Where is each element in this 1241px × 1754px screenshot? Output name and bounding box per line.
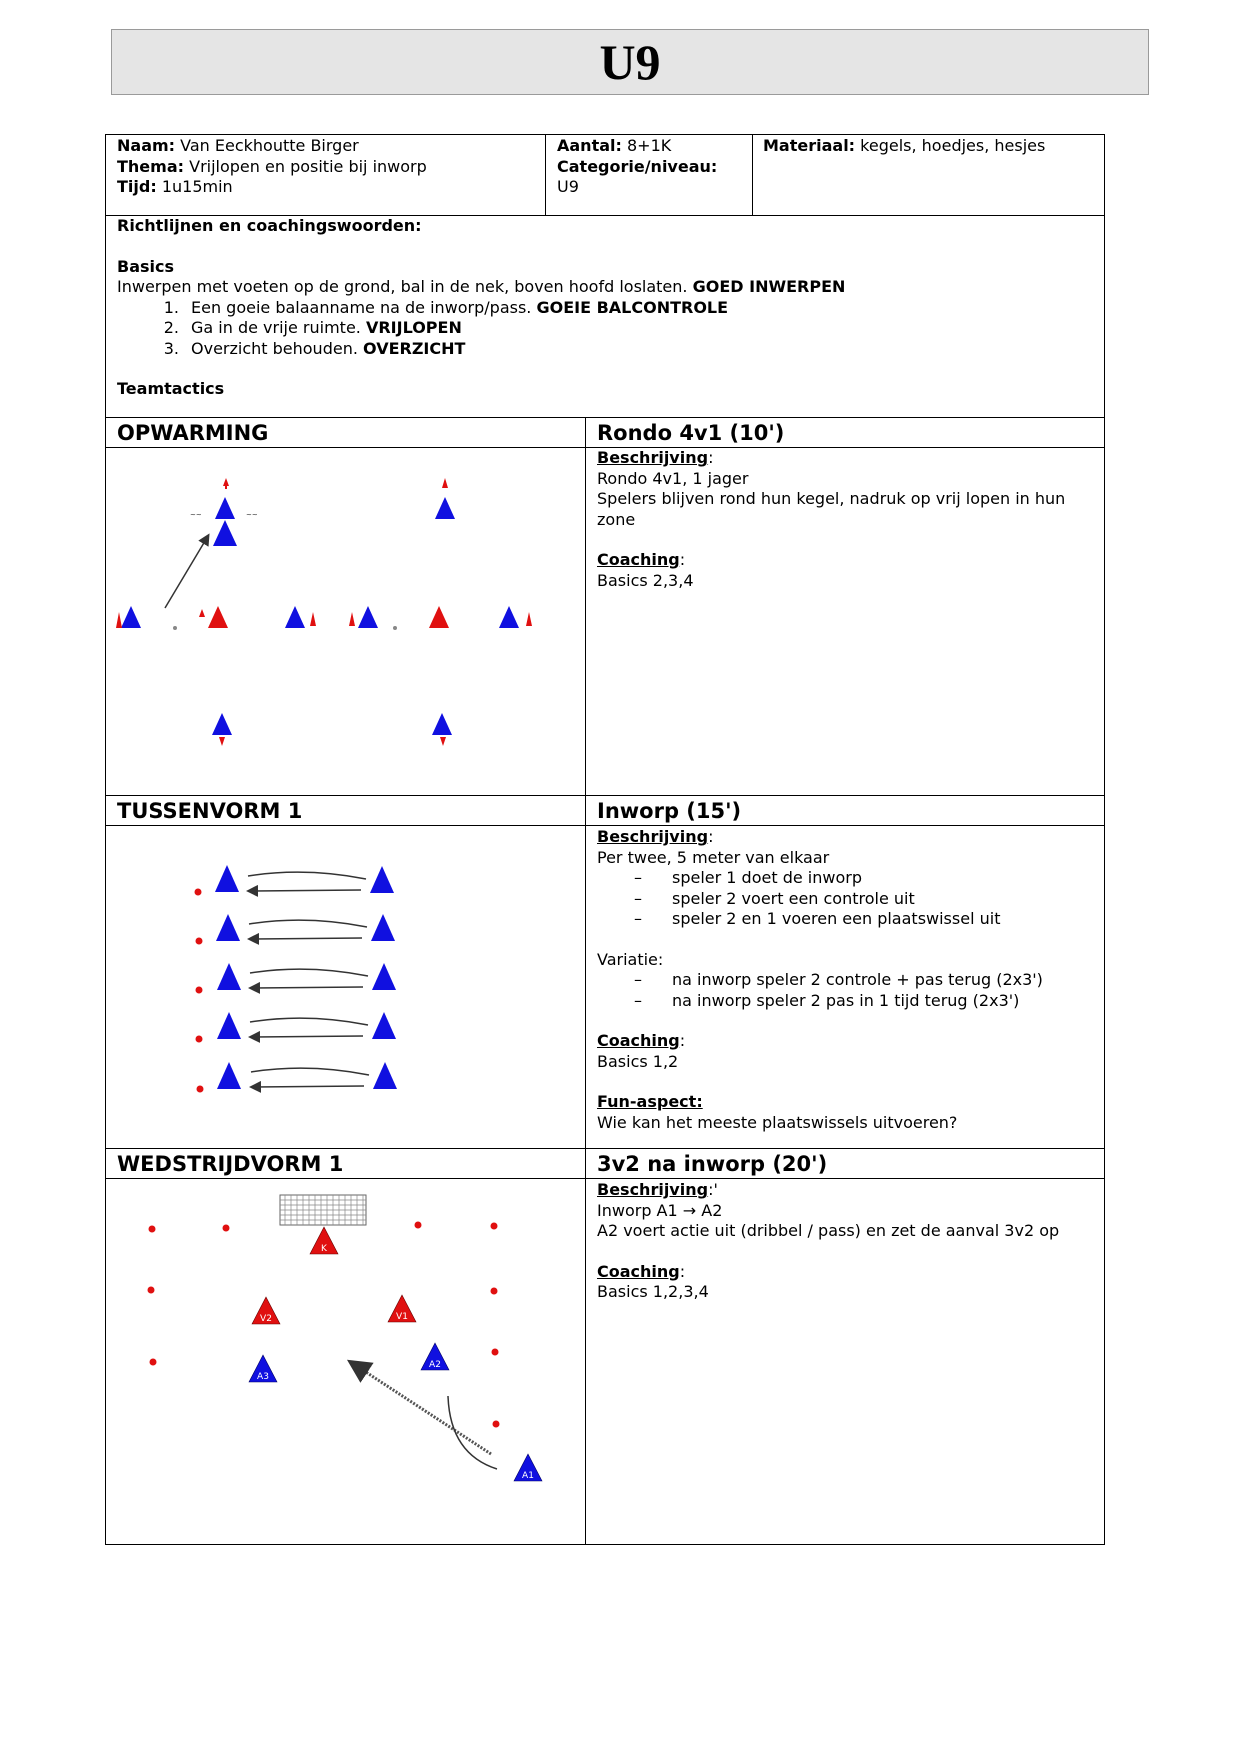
cone-red [440,737,446,746]
pair [195,865,395,896]
desc-line: Spelers blijven rond hun kegel, nadruk op vrij lopen in hun [597,489,1066,508]
item-text: speler 2 voert een controle uit [672,888,915,908]
desc-line: Inworp A1 → A2 [597,1200,723,1220]
item-text: speler 2 en 1 voeren een plaatswissel uit [672,909,1001,928]
variation-label: Variatie: [597,949,664,969]
attacker-label: A3 [257,1372,269,1382]
exercise-title: Rondo 4v1 (10') [597,421,785,445]
page-title: U9 [599,34,661,90]
match-diagram [148,1195,543,1481]
tijd-value: 1u15min [161,177,233,196]
player-blue [372,963,396,990]
cone-red [442,478,448,488]
coach-suffix: : [679,550,686,569]
basics-intro-keyword: GOED INWERPEN [692,277,846,296]
materiaal-value: kegels, hoedjes, hesjes [860,136,1046,155]
coach-label: Coaching [597,550,680,569]
return-line [250,938,362,939]
item-number: 2. [163,318,179,337]
coach-suffix: : [679,1261,686,1281]
ball [196,1036,203,1043]
player-blue [373,1062,397,1089]
player-blue [217,1012,241,1039]
cone-label: ~~ [190,511,202,519]
desc-line: Per twee, 5 meter van elkaar [597,847,830,867]
throw-curve [250,969,368,976]
exercise-title: Inworp (15') [597,799,742,823]
attacker-label: A1 [522,1471,534,1481]
item-text: Ga in de vrije ruimte. [191,318,366,337]
aantal-value: 8+1K [627,136,672,155]
coach-text: Basics 1,2 [597,1051,679,1071]
phase-title: TUSSENVORM 1 [117,799,303,823]
throw-in-arrow [352,1363,491,1454]
pair [196,1012,397,1043]
player-blue [215,497,235,519]
defender-label: V2 [260,1314,272,1324]
throw-curve [248,872,366,879]
item-keyword: GOEIE BALCONTROLE [536,297,729,317]
exercise-title: 3v2 na inworp (20') [597,1152,828,1176]
fun-label: Fun-aspect: [597,1092,703,1111]
desc-suffix: : [708,448,714,467]
cone-red [349,612,355,626]
item-keyword: VRIJLOPEN [365,318,462,337]
pair [196,963,397,994]
return-line [251,987,363,988]
player-blue [499,606,519,628]
desc-label: Beschrijving [597,1180,709,1199]
throw-curve [249,920,367,927]
exercise-description [597,1180,1097,1303]
categorie-value: U9 [557,177,579,196]
pair [196,914,396,945]
cone-red [223,478,229,486]
guidelines-heading: Richtlijnen en coachingswoorden: [117,216,422,235]
tijd-label: Tijd: [117,177,157,196]
aantal-label: Aantal: [557,136,622,155]
teamtactics-heading: Teamtactics [117,379,225,398]
desc-suffix: :' [708,1180,718,1199]
coach-label: Coaching [597,1031,680,1050]
player-blue [216,914,240,941]
desc-line: zone [597,509,636,529]
basics-intro-text: Inwerpen met voeten op de grond, bal in de nek, boven hoofd loslaten. [117,277,693,296]
phase-title: WEDSTRIJDVORM 1 [117,1152,344,1176]
return-line [249,890,361,891]
coach-text: Basics 2,3,4 [597,570,694,590]
desc-suffix: : [708,827,714,846]
list-item [634,888,1097,910]
cone-red [225,486,227,489]
keeper-label: K [321,1244,327,1254]
player-blue [432,713,452,735]
desc-list [634,868,1097,930]
run-curve [448,1396,497,1469]
naam-label: Naam: [117,136,176,155]
throw-curve [251,1068,369,1075]
defender-marker [252,1297,280,1324]
list-dash: – [634,909,642,928]
basics-heading: Basics [117,256,175,276]
player-blue [435,497,455,519]
attacker-marker [514,1454,542,1481]
chaser-red [208,606,228,628]
pass-arrow [165,536,208,608]
materiaal-label: Materiaal: [763,136,856,155]
inworp-diagram [195,865,398,1093]
desc-line: A2 voert actie uit (dribbel / pass) en zet de aanval 3v2 op [597,1221,1060,1240]
list-dash: – [634,868,642,887]
ball [197,1086,204,1093]
training-sheet [105,134,1105,1545]
attacker-marker [249,1355,277,1382]
desc-line: Rondo 4v1, 1 jager [597,468,749,488]
item-text: Overzicht behouden. [191,338,364,358]
player-blue [217,963,241,990]
attacker-label: A2 [429,1360,441,1370]
defender-marker [388,1295,416,1322]
player-blue [121,606,141,628]
ball [195,889,202,896]
goal-icon [280,1195,366,1225]
ball [196,938,203,945]
thema-value: Vrijlopen en positie bij inworp [189,156,427,176]
attacker-marker [421,1343,449,1370]
ball [196,987,203,994]
player-blue [371,914,395,941]
list-dash: – [634,970,642,989]
list-dash: – [634,888,642,908]
coach-text: Basics 1,2,3,4 [597,1282,709,1301]
list-item [634,909,1097,930]
player-blue [213,520,237,546]
cone-red [310,612,316,626]
chaser-red [429,606,449,628]
keeper-marker [310,1227,338,1254]
item-number: 1. [163,297,179,317]
ball [393,626,397,630]
item-text: Een goeie balaanname na de inworp/pass. [191,297,537,317]
player-blue [372,1012,396,1039]
ball [173,626,177,630]
player-blue [212,713,232,735]
item-keyword: OVERZICHT [363,338,466,358]
list-item [634,868,1097,889]
list-dash: – [634,990,642,1010]
variation-list [634,970,1097,1011]
exercise-description [597,827,1097,1133]
desc-label: Beschrijving [597,448,709,467]
item-number: 3. [163,338,179,358]
phase-title: OPWARMING [117,421,269,445]
item-text: speler 1 doet de inworp [672,868,862,887]
cone-red [116,612,122,628]
rondo-left [116,478,316,746]
fun-text: Wie kan het meeste plaatswissels uitvoeren? [597,1112,958,1132]
player-blue [215,865,239,892]
list-item [634,990,1097,1012]
categorie-label: Categorie/niveau: [557,156,718,176]
player-blue [358,606,378,628]
cone-red [526,612,532,626]
page-title-box [111,29,1149,95]
pair [197,1062,398,1093]
item-text: na inworp speler 2 controle + pas terug (2x3') [672,970,1043,989]
rondo-right [349,478,532,746]
throw-curve [250,1018,368,1025]
coach-suffix: : [679,1031,686,1050]
thema-label: Thema: [117,156,185,176]
desc-label: Beschrijving [597,827,709,846]
cone-red [219,737,225,746]
coach-label: Coaching [597,1261,680,1281]
defender-label: V1 [396,1312,408,1322]
return-line [251,1036,363,1037]
cone-label: ~~ [246,511,258,519]
list-item [634,970,1097,991]
cone-red [199,609,205,617]
player-blue [370,866,394,893]
player-blue [217,1062,241,1089]
return-line [252,1086,364,1087]
naam-value: Van Eeckhoutte Birger [180,136,359,155]
player-blue [285,606,305,628]
item-text: na inworp speler 2 pas in 1 tijd terug (2x3') [672,990,1020,1010]
